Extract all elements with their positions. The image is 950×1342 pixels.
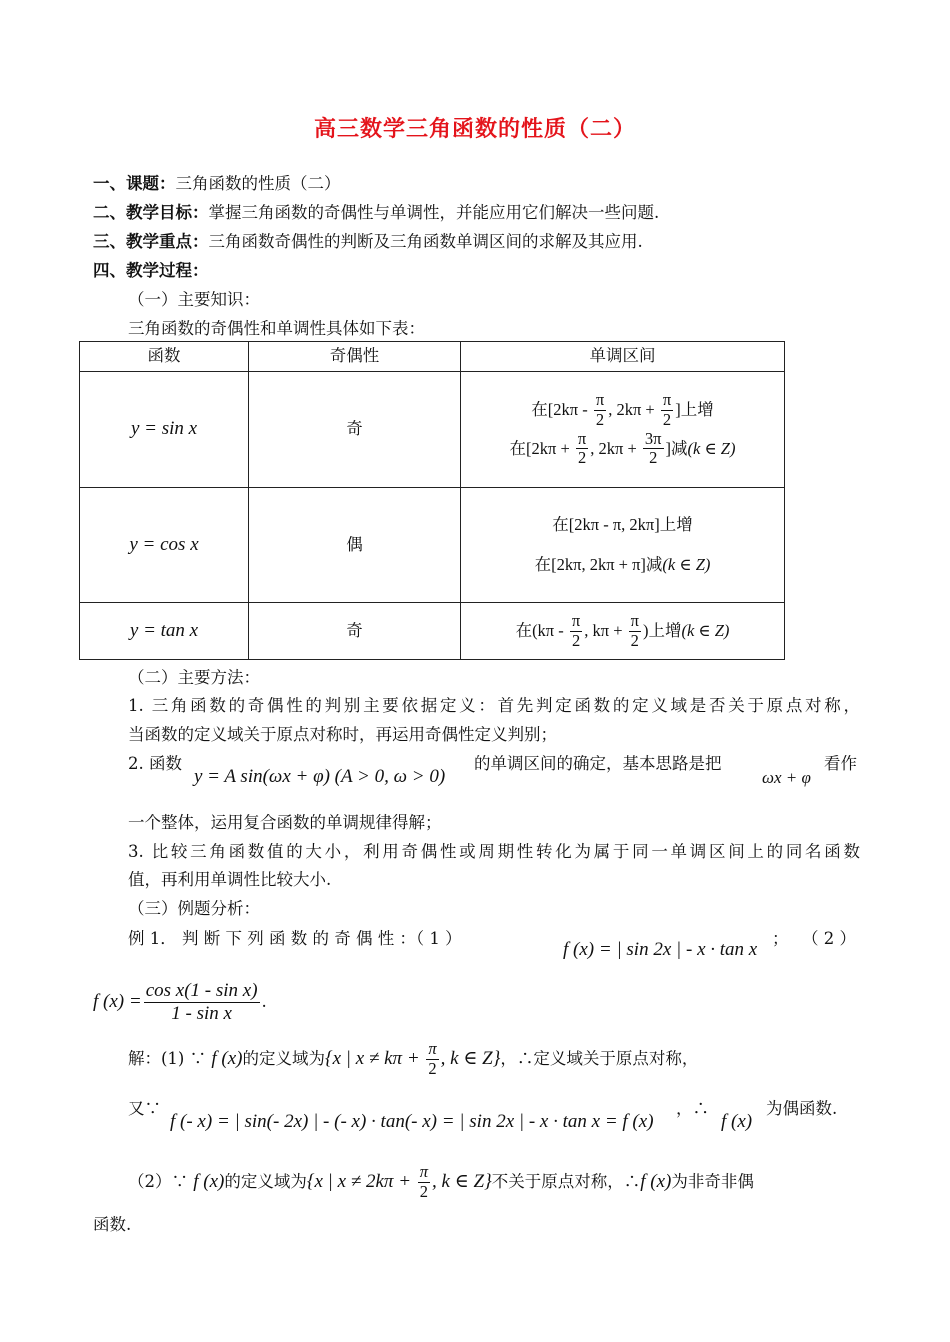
section-keypoints xyxy=(93,229,643,255)
examples-heading: （三）例题分析： xyxy=(128,899,260,918)
table-header-parity: 奇偶性 xyxy=(249,342,461,372)
solution-1-line-2-f: f (x) xyxy=(721,1111,753,1132)
mono-sin-increase xyxy=(461,391,784,430)
mono-sin-inc-post: 上增 xyxy=(680,399,714,419)
fraction-num: π xyxy=(630,610,639,630)
fraction xyxy=(594,391,606,430)
section-topic xyxy=(93,171,341,197)
method-3-line-2: 值，再利用单调性比较大小. xyxy=(128,870,332,889)
method-1-line-2: 当函数的定义域关于原点对称时，再运用奇偶性定义判别； xyxy=(128,725,557,744)
mono-sin-inc-c: ] xyxy=(675,399,681,419)
fraction-den: 2 xyxy=(419,1181,429,1201)
sol-1a-post: ，∴定义域关于原点对称， xyxy=(500,1048,699,1068)
mono-tan-increase xyxy=(461,612,784,651)
mono-sin-decrease xyxy=(461,430,784,469)
method-2-formula: y = A sin(ωx + φ) (A > 0, ω > 0) xyxy=(194,766,446,787)
example-1-formula-1: f (x) = | sin 2x | - x · tan x xyxy=(563,939,758,960)
section-goals-text: 掌握三角函数的奇偶性与单调性，并能应用它们解决一些问题. xyxy=(208,203,660,222)
fraction-den: 2 xyxy=(577,448,587,468)
solution-1-line-2-post: 为偶函数. xyxy=(766,1099,838,1118)
table-header-function: 函数 xyxy=(80,342,249,372)
mono-cos-decrease xyxy=(461,552,784,578)
fraction xyxy=(418,1163,430,1202)
method-2-pre: 2. 函数 xyxy=(128,754,182,773)
fraction-den: 2 xyxy=(662,409,672,429)
sol-1a-f: f (x) xyxy=(211,1047,243,1069)
mono-cos-dec-interval: [2kπ, 2kπ + π] xyxy=(551,555,646,574)
table-cell-func-sin: y = sin x xyxy=(80,372,249,488)
fraction xyxy=(629,612,641,651)
mono-sin-dec-k: (k ∈ Z) xyxy=(687,438,736,458)
fraction-den: 1 - sin x xyxy=(171,1002,232,1024)
mono-tan-k: (k ∈ Z) xyxy=(681,620,730,640)
table-cell-mono-sin xyxy=(461,372,785,488)
mono-tan-c: ) xyxy=(642,620,649,640)
sol-2-set-b: , k ∈ Z} xyxy=(432,1170,492,1192)
fraction-num: π xyxy=(571,610,581,630)
sol-2-post1: 不关于原点对称，∴ xyxy=(491,1171,641,1191)
solution-1-line-2-mid: ，∴ xyxy=(676,1099,709,1118)
mono-sin-dec-post: 减 xyxy=(671,438,688,458)
table-cell-parity-tan: 奇 xyxy=(249,603,461,660)
sol-1a-set-a: {x | x ≠ kπ + xyxy=(325,1047,425,1069)
mono-sin-dec-b: , 2kπ + xyxy=(590,438,641,458)
fraction-num: π xyxy=(577,428,587,448)
fraction-num: 3π xyxy=(644,428,662,448)
section-keypoints-label: 三、教学重点： xyxy=(93,232,209,251)
section-process-label: 四、教学过程： xyxy=(93,261,209,280)
fraction xyxy=(643,430,664,469)
section-keypoints-text: 三角函数奇偶性的判断及三角函数单调区间的求解及其应用. xyxy=(208,232,643,251)
solution-1-line-2-pre: 又∵ xyxy=(128,1099,161,1118)
sol-2-mid: 的定义域为 xyxy=(224,1171,307,1191)
fraction-num: π xyxy=(662,389,672,409)
table-cell-func-tan: y = tan x xyxy=(80,603,249,660)
fraction xyxy=(576,430,588,469)
sol-2-f: f (x) xyxy=(193,1170,225,1192)
fraction-num: π xyxy=(595,389,605,409)
solution-2-line-1 xyxy=(128,1163,754,1202)
trig-properties-table xyxy=(79,341,785,660)
mono-cos-dec-k: (k ∈ Z) xyxy=(662,555,711,574)
table-header-row xyxy=(80,342,785,372)
sol-2-f2: f (x) xyxy=(640,1170,672,1192)
solution-2-line-2: 函数. xyxy=(93,1215,132,1234)
mono-tan-post: 上增 xyxy=(648,620,682,640)
method-2-mid: 的单调区间的确定，基本思路是把 xyxy=(474,754,722,773)
table-cell-mono-tan xyxy=(461,603,785,660)
fraction-num: cos x(1 - sin x) xyxy=(145,980,258,1001)
section-process xyxy=(93,258,209,284)
fraction-den: 2 xyxy=(428,1058,437,1078)
sol-2-post2: 为非奇非偶 xyxy=(671,1171,754,1191)
formula-2-end: . xyxy=(261,991,267,1011)
method-3-line-1: 3. 比较三角函数值的大小，利用奇偶性或周期性转化为属于同一单调区间上的同名函数 xyxy=(128,842,860,861)
knowledge-intro: 三角函数的奇偶性和单调性具体如下表： xyxy=(128,319,425,338)
mono-sin-inc-b: , 2kπ + xyxy=(608,399,659,419)
mono-cos-inc-post: 上增 xyxy=(659,514,693,534)
example-1-pre: 例 1． 判 断 下 列 函 数 的 奇 偶 性 ：（ 1 ） xyxy=(128,929,462,948)
table-cell-func-cos: y = cos x xyxy=(80,488,249,603)
mono-sin-inc-a: [2kπ - xyxy=(547,399,592,419)
mono-sin-dec-pre: 在 xyxy=(509,438,527,458)
sol-1a-pre: 解：(1) ∵ xyxy=(128,1048,207,1068)
mono-cos-increase xyxy=(461,512,784,538)
mono-sin-dec-c: ] xyxy=(665,438,671,458)
fraction xyxy=(661,391,673,430)
table-header-monotonic: 单调区间 xyxy=(461,342,785,372)
method-1-line-1: 1. 三角函数的奇偶性的判别主要依据定义：首先判定函数的定义域是否关于原点对称， xyxy=(128,696,860,715)
section-topic-label: 一、课题： xyxy=(93,174,176,193)
fraction-num: π xyxy=(428,1039,437,1058)
methods-heading: （二）主要方法： xyxy=(128,668,260,687)
fraction-den: 2 xyxy=(595,409,605,429)
document-title: 高三数学三角函数的性质（二） xyxy=(313,116,636,142)
solution-1-line-2-formula: f (- x) = | sin(- 2x) | - (- x) · tan(- x) = | sin 2x | - x · tan x = f (x) xyxy=(170,1111,654,1132)
fraction-den: 2 xyxy=(571,630,581,650)
mono-cos-inc-interval: [2kπ - π, 2kπ] xyxy=(568,514,660,534)
fraction-den: 2 xyxy=(649,448,658,468)
example-1-separator: ； xyxy=(772,929,789,948)
fraction-num: π xyxy=(419,1162,429,1181)
sol-2-set-a: {x | x ≠ 2kπ + xyxy=(306,1170,416,1192)
sol-2-pre: （2）∵ xyxy=(128,1171,188,1191)
section-topic-text: 三角函数的性质（二） xyxy=(175,174,341,193)
fraction xyxy=(426,1040,438,1079)
sol-1a-set-b: , k ∈ Z} xyxy=(440,1047,501,1069)
knowledge-heading: （一）主要知识： xyxy=(128,290,260,309)
table-row xyxy=(80,372,785,488)
solution-1-line-1 xyxy=(128,1040,698,1079)
mono-sin-inc-pre: 在 xyxy=(531,399,548,419)
fraction xyxy=(570,612,582,651)
example-1-part-2: （ 2 ） xyxy=(802,929,856,948)
method-2-post: 看作 xyxy=(824,754,857,773)
section-goals xyxy=(93,200,659,226)
table-row xyxy=(80,603,785,660)
fraction xyxy=(144,980,260,1025)
sol-1a-mid: 的定义域为 xyxy=(242,1048,325,1068)
mono-cos-inc-pre: 在 xyxy=(552,514,569,534)
method-2-line-2: 一个整体，运用复合函数的单调规律得解； xyxy=(128,813,442,832)
formula-2-lhs: f (x) = xyxy=(93,990,142,1012)
table-row xyxy=(80,488,785,603)
mono-tan-pre: 在 xyxy=(515,620,533,640)
table-cell-parity-cos: 偶 xyxy=(249,488,461,603)
mono-cos-dec-post: 减 xyxy=(645,555,663,574)
mono-tan-a: (kπ - xyxy=(532,620,568,640)
table-cell-parity-sin: 奇 xyxy=(249,372,461,488)
section-goals-label: 二、教学目标： xyxy=(93,203,209,222)
mono-tan-b: , kπ + xyxy=(584,620,627,640)
example-1-formula-2 xyxy=(93,980,267,1025)
table-cell-mono-cos xyxy=(461,488,785,603)
mono-cos-dec-pre: 在 xyxy=(534,555,552,574)
method-2-expr: ωx + φ xyxy=(762,768,811,787)
mono-sin-dec-a: [2kπ + xyxy=(526,438,574,458)
fraction-den: 2 xyxy=(630,630,639,650)
